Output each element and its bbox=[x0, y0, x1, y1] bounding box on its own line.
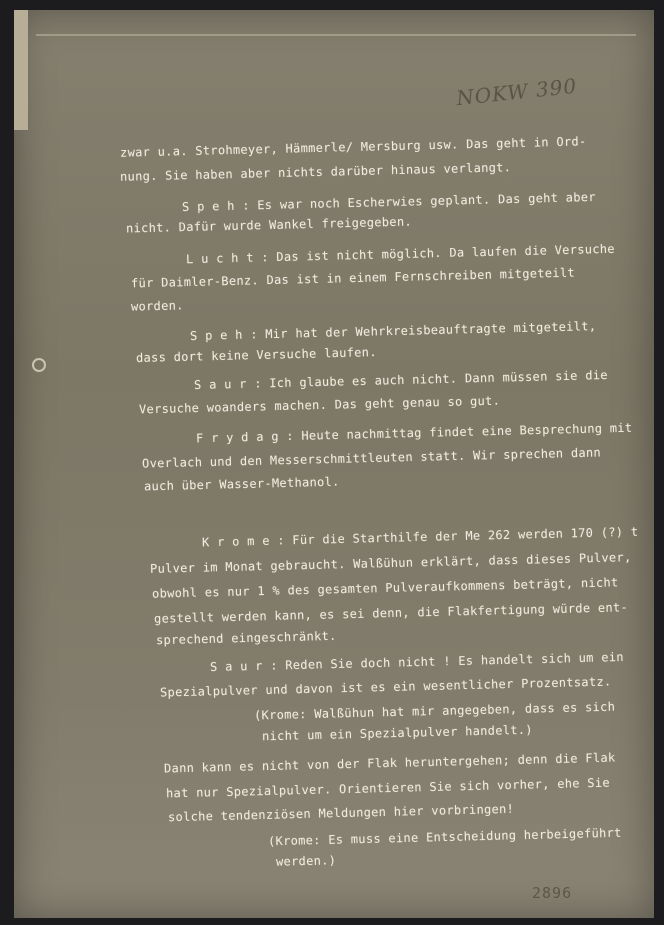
text-line: K r o m e : Für die Starthilfe der Me 262 werden 170 (?) t bbox=[201, 524, 639, 550]
reference-mark: NOKW 390 bbox=[455, 73, 579, 111]
text-line: dass dort keine Versuche laufen. bbox=[135, 345, 377, 365]
text-line: S a u r : Reden Sie doch nicht ! Es handelt sich um ein bbox=[209, 649, 624, 675]
text-line: obwohl es nur 1 % des gesamten Pulveraufkommens beträgt, nicht bbox=[151, 575, 619, 601]
text-line: zwar u.a. Strohmeyer, Hämmerle/ Mersburg usw. Das geht in Ord- bbox=[119, 134, 587, 160]
text-line: gestellt werden kann, es sei denn, die Flakfertigung würde ent- bbox=[153, 600, 629, 626]
text-line: (Krome: Es muss eine Entscheidung herbeigeführt bbox=[267, 825, 622, 849]
text-line: L u c h t : Das ist nicht möglich. Da laufen die Versuche bbox=[185, 241, 616, 267]
text-line: Dann kann es nicht von der Flak heruntergehen; denn die Flak bbox=[163, 750, 616, 776]
text-line: nung. Sie haben aber nichts darüber hinaus verlangt. bbox=[119, 160, 512, 184]
text-line: worden. bbox=[130, 298, 184, 314]
text-line: (Krome: Walßühun hat mir angegeben, dass es sich bbox=[253, 699, 616, 723]
text-line: Spezialpulver und davon ist es ein wesentlicher Prozentsatz. bbox=[159, 674, 612, 700]
top-rule bbox=[36, 34, 636, 36]
text-line: für Daimler-Benz. Das ist in einem Fernschreiben mitgeteilt bbox=[130, 265, 576, 291]
text-line: S p e h : Es war noch Escherwies geplant. Das geht aber bbox=[181, 189, 596, 215]
text-line: Versuche woanders machen. Das geht genau so gut. bbox=[138, 393, 501, 417]
text-line: S a u r : Ich glaube es auch nicht. Dann müssen sie die bbox=[193, 367, 608, 393]
text-line: hat nur Spezialpulver. Orientieren Sie sich vorher, ehe Sie bbox=[165, 775, 611, 801]
text-line: werden.) bbox=[275, 853, 337, 869]
text-line: S p e h : Mir hat der Wehrkreisbeauftragte mitgeteilt, bbox=[189, 319, 597, 343]
text-line: auch über Wasser-Methanol. bbox=[143, 474, 340, 494]
text-line: sprechend eingeschränkt. bbox=[155, 628, 337, 648]
page-number: 2896 bbox=[532, 884, 573, 902]
paper-edge-strip bbox=[14, 10, 28, 130]
text-line: Overlach und den Messerschmittleuten statt. Wir sprechen dann bbox=[141, 445, 602, 471]
text-line: F r y d a g : Heute nachmittag findet eine Besprechung mit bbox=[195, 420, 633, 446]
text-line: nicht. Dafür wurde Wankel freigegeben. bbox=[125, 214, 413, 236]
text-line: solche tendenziösen Meldungen hier vorbringen! bbox=[167, 801, 515, 825]
text-line: Pulver im Monat gebraucht. Walßühun erklärt, dass dieses Pulver, bbox=[149, 550, 632, 576]
document-page bbox=[14, 10, 654, 918]
text-line: nicht um ein Spezialpulver handelt.) bbox=[261, 722, 534, 744]
punch-hole bbox=[32, 358, 46, 372]
